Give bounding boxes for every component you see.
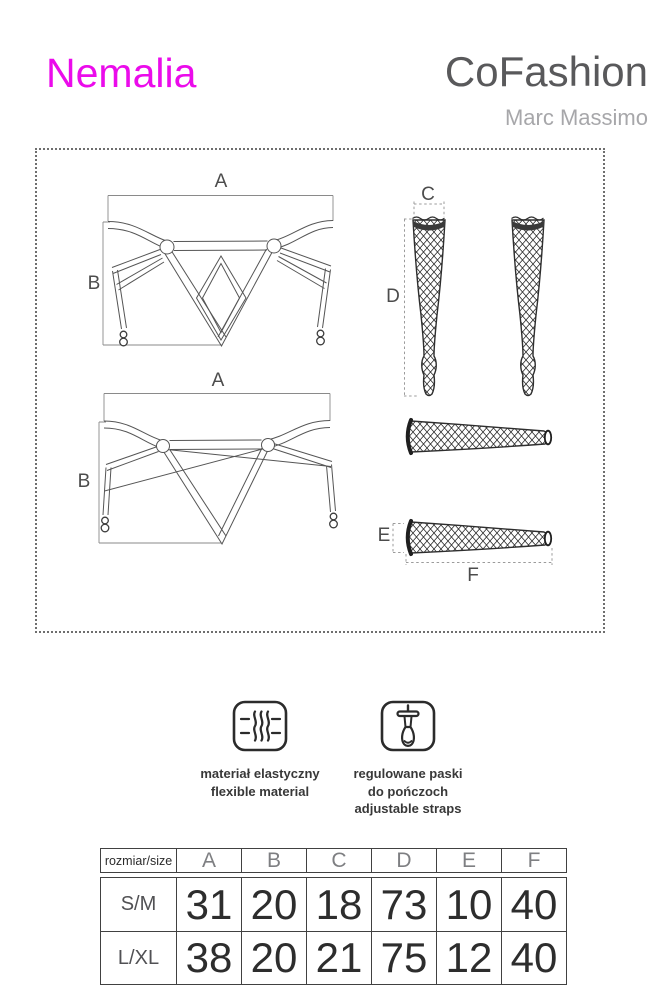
- size-table-corner-label: rozmiar/size: [104, 854, 173, 868]
- size-table-value-cell: 31: [176, 878, 241, 931]
- garter-back-view-drawing: [99, 394, 337, 545]
- size-table-column-header: F: [501, 849, 566, 873]
- dimension-label-stocking-flat-length: F: [467, 565, 479, 586]
- size-table-value-cell: 20: [241, 932, 306, 984]
- stockings-flat-view-drawing: [393, 420, 552, 565]
- feature-elastic-material: [180, 700, 340, 800]
- adjustable-straps-icon: [380, 700, 436, 752]
- table-row: [101, 931, 566, 984]
- brand-logo-text: CoFashion: [444, 48, 648, 95]
- size-table-column-header: C: [306, 849, 371, 873]
- size-table-header: [100, 848, 567, 873]
- feature-caption-line: materiał elastyczny: [200, 766, 320, 781]
- garter-front-view-drawing: [103, 196, 333, 347]
- size-table-column-header: E: [436, 849, 501, 873]
- size-table-value-cell: 10: [436, 878, 501, 931]
- dimension-label-front-width: A: [214, 171, 228, 192]
- feature-caption-line: adjustable straps: [354, 801, 462, 816]
- size-table-row-label: L/XL: [117, 946, 160, 969]
- size-table-value-cell: 21: [306, 932, 371, 984]
- technical-diagram: [35, 148, 605, 633]
- size-table-value-cell: 73: [371, 878, 436, 931]
- size-table-column-header: A: [176, 849, 241, 873]
- dimension-label-front-height: B: [87, 273, 101, 294]
- size-table: [100, 877, 567, 985]
- size-table-value-cell: 18: [306, 878, 371, 931]
- size-table-value-cell: 40: [501, 932, 566, 984]
- page-title: Nemalia: [46, 50, 197, 96]
- size-table-column-header: D: [371, 849, 436, 873]
- elastic-material-icon: [232, 700, 288, 752]
- size-table-value-cell: 20: [241, 878, 306, 931]
- table-row: [101, 878, 566, 931]
- stockings-front-view-drawing: [404, 202, 544, 397]
- size-table-column-header: B: [241, 849, 306, 873]
- feature-adjustable-straps: [328, 700, 488, 818]
- size-table-value-cell: 75: [371, 932, 436, 984]
- dimension-label-stocking-length: D: [386, 286, 400, 307]
- feature-caption-line: do pończoch: [367, 783, 449, 799]
- garment-line-art: [35, 148, 605, 633]
- size-table-value-cell: 38: [176, 932, 241, 984]
- size-table-row-label: S/M: [120, 893, 157, 915]
- dimension-label-stocking-opening: E: [377, 525, 391, 546]
- feature-caption-line: flexible material: [210, 783, 310, 799]
- dimension-label-back-width: A: [211, 370, 225, 391]
- feature-caption-line: regulowane paski: [353, 766, 463, 781]
- size-table-value-cell: 12: [436, 932, 501, 984]
- designer-name: Marc Massimo: [504, 105, 648, 130]
- dimension-label-stocking-top: C: [421, 184, 435, 205]
- size-table-value-cell: 40: [501, 878, 566, 931]
- dimension-label-back-height: B: [77, 471, 91, 492]
